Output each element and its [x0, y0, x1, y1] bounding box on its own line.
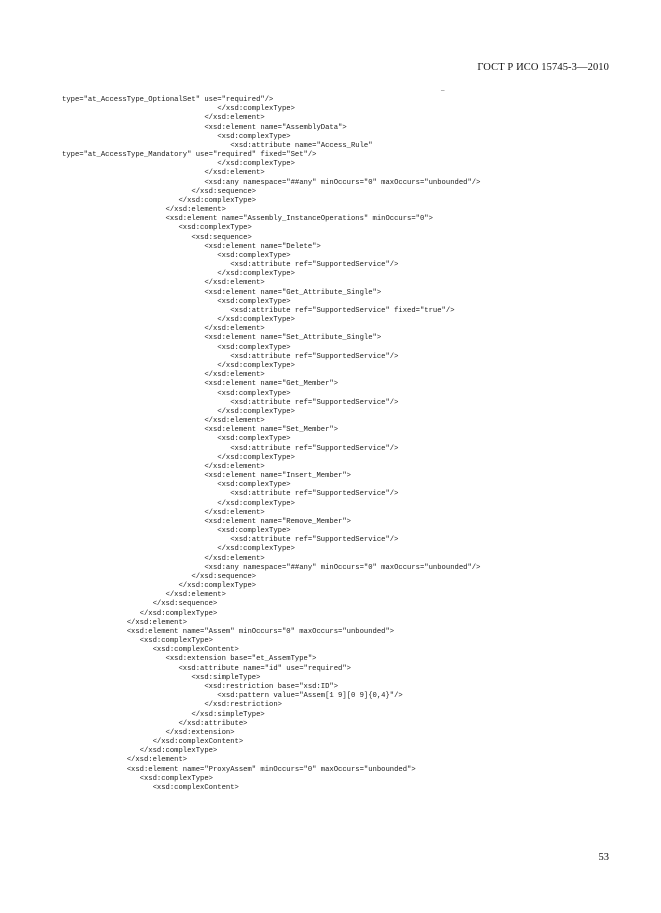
code-line: </xsd:element> — [62, 169, 265, 178]
code-line: </xsd:element> — [62, 591, 226, 600]
code-line: <xsd:complexType> — [62, 481, 291, 490]
code-line: <xsd:complexType> — [62, 343, 291, 352]
code-line: <xsd:complexType> — [62, 251, 291, 260]
code-line: </xsd:attribute> — [62, 719, 248, 728]
code-line: </xsd:sequence> — [62, 600, 218, 609]
code-line: </xsd:complexType> — [62, 609, 218, 618]
code-line: </xsd:sequence> — [62, 187, 257, 196]
code-line: <xsd:attribute ref="SupportedService"/> — [62, 261, 399, 270]
code-line: </xsd:element> — [62, 325, 265, 334]
code-line: type="at_AccessType_OptionalSet" use="required"/> — [62, 96, 274, 104]
code-line: <xsd:any namespace="##any" minOccurs="0" maxOccurs="unbounded"/> — [62, 563, 481, 572]
code-line: <xsd:element name="Insert_Member"> — [62, 472, 351, 481]
code-line: <xsd:attribute ref="SupportedService"/> — [62, 352, 399, 361]
code-line: type="at_AccessType_Mandatory" use="required" fixed="Set"/> — [62, 151, 317, 160]
code-line: </xsd:extension> — [62, 728, 235, 737]
code-line: <xsd:element name="Get_Member"> — [62, 380, 339, 389]
code-line: </xsd:complexType> — [62, 545, 295, 554]
code-line: <xsd:element name="Delete"> — [62, 242, 321, 251]
code-line: </xsd:complexType> — [62, 582, 257, 591]
code-line: <xsd:complexType> — [62, 637, 213, 646]
code-line: <xsd:attribute ref="SupportedService"/> — [62, 536, 399, 545]
code-line: <xsd:complexType> — [62, 389, 291, 398]
code-line: <xsd:element name="Get_Attribute_Single"> — [62, 288, 382, 297]
code-line: <xsd:any namespace="##any" minOccurs="0" maxOccurs="unbounded"/> — [62, 178, 481, 187]
code-line: <xsd:complexType> — [62, 297, 291, 306]
code-line: <xsd:attribute ref="SupportedService"/> — [62, 444, 399, 453]
code-line: </xsd:element> — [62, 279, 265, 288]
code-line: <xsd:simpleType> — [62, 673, 261, 682]
code-line: </xsd:element> — [62, 114, 265, 123]
code-line: <xsd:attribute ref="SupportedService"/> — [62, 490, 399, 499]
code-line: </xsd:complexType> — [62, 747, 218, 756]
standard-header: ГОСТ Р ИСО 15745-3—2010 — [477, 62, 609, 73]
code-line: <xsd:element name="Remove_Member"> — [62, 517, 351, 526]
xml-schema-listing — [62, 96, 622, 793]
code-line: <xsd:element name="Assem" minOccurs="0" maxOccurs="unbounded"> — [62, 627, 395, 636]
code-line: <xsd:complexType> — [62, 224, 252, 233]
code-line: <xsd:attribute ref="SupportedService"/> — [62, 398, 399, 407]
code-line: </xsd:complexType> — [62, 105, 295, 114]
code-line: <xsd:pattern value="Assem[1 9][0 9]{0,4}"/> — [62, 692, 403, 701]
margin-mark: – — [441, 86, 445, 94]
code-line: <xsd:complexType> — [62, 527, 291, 536]
code-line: <xsd:complexType> — [62, 774, 213, 783]
code-line: </xsd:element> — [62, 462, 265, 471]
code-line: <xsd:complexType> — [62, 435, 291, 444]
code-line: </xsd:complexType> — [62, 270, 295, 279]
code-line: </xsd:element> — [62, 618, 188, 627]
code-line: </xsd:complexType> — [62, 316, 295, 325]
code-line: </xsd:complexType> — [62, 361, 295, 370]
code-line: </xsd:complexType> — [62, 160, 295, 169]
code-line: </xsd:element> — [62, 508, 265, 517]
code-line: <xsd:complexType> — [62, 132, 291, 141]
code-line: <xsd:restriction base="xsd:ID"> — [62, 683, 339, 691]
code-line: </xsd:element> — [62, 206, 226, 215]
code-line: </xsd:complexType> — [62, 196, 257, 205]
code-line: <xsd:attribute name="Access_Rule" — [62, 141, 373, 150]
code-line: </xsd:restriction> — [62, 701, 282, 710]
code-line: <xsd:element name="Set_Member"> — [62, 426, 339, 435]
code-line: </xsd:complexContent> — [62, 738, 244, 747]
code-line: </xsd:element> — [62, 554, 265, 563]
code-line: </xsd:element> — [62, 371, 265, 380]
code-line: <xsd:element name="AssemblyData"> — [62, 123, 347, 132]
code-line: <xsd:complexContent> — [62, 646, 239, 655]
code-line: <xsd:element name="Assembly_InstanceOperations" minOccurs="0"> — [62, 215, 433, 224]
code-line: </xsd:sequence> — [62, 572, 257, 581]
code-line: </xsd:complexType> — [62, 499, 295, 508]
code-line: <xsd:complexContent> — [62, 783, 239, 792]
code-line: <xsd:element name="ProxyAssem" minOccurs="0" maxOccurs="unbounded"> — [62, 765, 416, 774]
code-line: <xsd:extension base="et_AssemType"> — [62, 655, 317, 664]
code-line: <xsd:sequence> — [62, 233, 252, 242]
page-number: 53 — [598, 852, 609, 863]
code-line: <xsd:element name="Set_Attribute_Single"> — [62, 334, 382, 343]
code-line: </xsd:element> — [62, 417, 265, 426]
code-line: </xsd:complexType> — [62, 407, 295, 416]
code-line: </xsd:complexType> — [62, 453, 295, 462]
code-line: </xsd:simpleType> — [62, 710, 265, 719]
code-line: <xsd:attribute ref="SupportedService" fixed="true"/> — [62, 306, 455, 315]
code-line: </xsd:element> — [62, 756, 188, 765]
code-line: <xsd:attribute name="id" use="required"> — [62, 664, 351, 673]
